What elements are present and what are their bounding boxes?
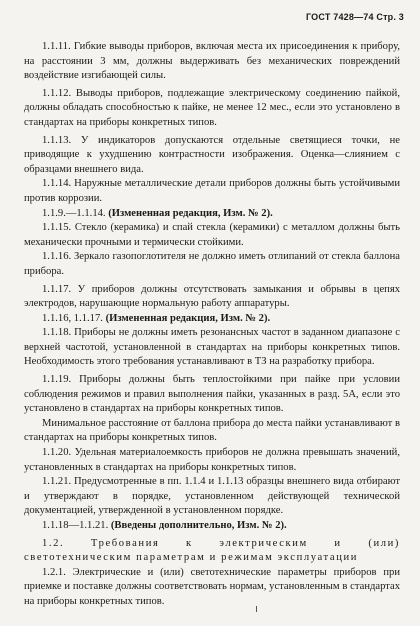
- paragraph-1-1-20: 1.1.20. Удельная материалоемкость приборов не должна превышать значений, установленных в стандартах на приборы конкретных типов.: [24, 447, 400, 473]
- paragraph-1-1-13: 1.1.13. У индикаторов допускаются отдельные светящиеся точки, не приводящие к ухудшению контрастности изображения. Оценка—слиянием с образцами внешнего вида.: [24, 134, 400, 175]
- amendment-text: (Измененная редакция, Изм. № 2).: [105, 312, 271, 324]
- paragraph-1-1-16: 1.1.16. Зеркало газопоглотителя не должно иметь отлипаний от стекла баллона прибора.: [24, 251, 400, 277]
- paragraph-1-1-11: 1.1.11. Гибкие выводы приборов, включая места их присоединения к прибору, на расстоянии 3 мм, должны выдерживать без механических повреждений воздействие изгибающей силы.: [24, 41, 400, 82]
- amendment-note: [24, 519, 400, 534]
- amendment-text: (Измененная редакция, Изм. № 2).: [108, 207, 273, 219]
- amendment-text: (Введены дополнительно, Изм. № 2).: [110, 520, 287, 531]
- amendment-clauses: 1.1.16, 1.1.17.: [42, 312, 103, 324]
- paragraph-1-2-1: 1.2.1. Электрические и (или) светотехнические параметры приборов при приемке и поставке должны соответствовать нормам, установленным в стандартах на приборы конкретных типов.: [24, 566, 400, 607]
- document-body: [24, 40, 400, 610]
- page-mark: [256, 606, 257, 612]
- amendment-clauses: 1.1.9.—1.1.14.: [42, 207, 106, 219]
- amendment-note: [24, 312, 400, 327]
- page-header: ГОСТ 7428—74 Стр. 3: [305, 12, 404, 22]
- paragraph-1-1-21: 1.1.21. Предусмотренные в пп. 1.1.4 и 1.1.13 образцы внешнего вида отбирают и утверждают в порядке, установленном действующей технической документацией, утвержденной в установленном порядке.: [24, 476, 400, 517]
- paragraph-min-distance: Минимальное расстояние от баллона прибора до места пайки устанавливают в стандартах на приборы конкретных типов.: [24, 417, 400, 444]
- paragraph-1-1-14: 1.1.14. Наружные металлические детали приборов должны быть устойчивыми против коррозии.: [24, 178, 400, 204]
- amendment-clauses: 1.1.18—1.1.21.: [42, 520, 109, 531]
- paragraph-1-1-18: 1.1.18. Приборы не должны иметь резонансных частот в заданном диапазоне с верхней частотой, установленной в стандартах на приборы конкретных типов. Необходимость этого требования устанавливают в ТЗ на разработку прибора.: [24, 327, 400, 368]
- paragraph-1-1-15: 1.1.15. Стекло (керамика) и спай стекла (керамики) с металлом должны быть механически прочными и термически стойкими.: [24, 222, 400, 248]
- amendment-note: [24, 207, 400, 222]
- paragraph-1-1-12: 1.1.12. Выводы приборов, подлежащие электрическому соединению пайкой, должны обладать способностью к пайке, не менее 12 мес., если это установлено в стандартах на приборы конкретных типов.: [24, 87, 400, 128]
- paragraph-1-1-19: 1.1.19. Приборы должны быть теплостойкими при пайке при условии соблюдения режимов и правил выполнения пайки, указанных в разд. 5А, если это установлено в стандартах на приборы конкретных типов.: [24, 374, 400, 415]
- paragraph-1-1-17: 1.1.17. У приборов должны отсутствовать замыкания и обрывы в цепях электродов, нарушающие нормальную работу аппаратуры.: [24, 283, 400, 310]
- section-heading-1-2: 1.2. Требования к электрическим и (или) светотехническим параметрам и режимам эксплуатации: [24, 537, 400, 564]
